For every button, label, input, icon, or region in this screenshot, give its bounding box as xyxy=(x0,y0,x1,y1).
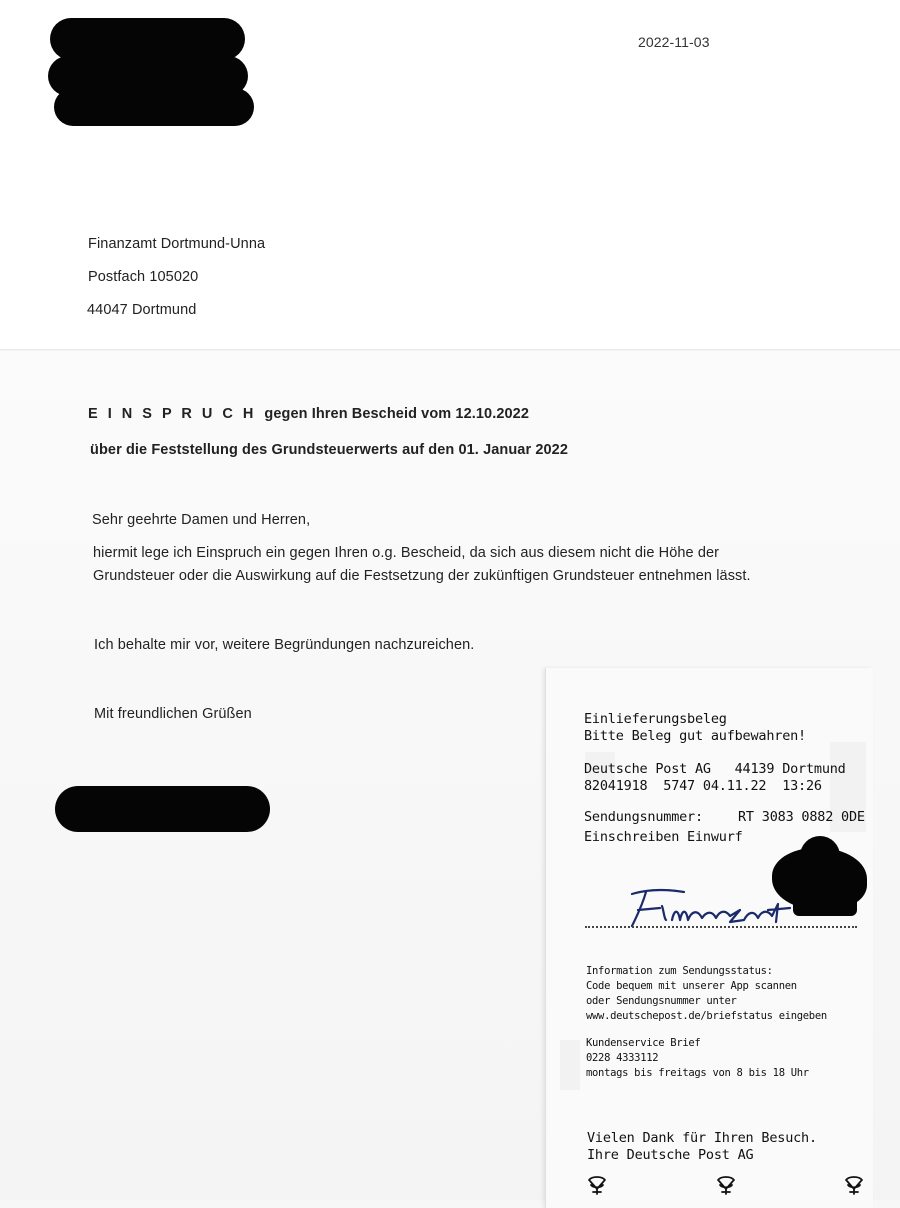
einspruch-heading: E I N S P R U C H xyxy=(88,406,257,422)
recipient-name: Finanzamt Dortmund-Unna xyxy=(88,236,266,252)
recipient-postbox: Postfach 105020 xyxy=(88,269,199,285)
post-horn-icon xyxy=(586,1174,608,1196)
recipient-city: 44047 Dortmund xyxy=(87,302,197,318)
receipt-service-line-2: 0228 4333112 xyxy=(586,1052,659,1064)
subject-line-1 xyxy=(88,406,529,422)
subject-line-2: über die Feststellung des Grundsteuerwerts auf den 01. Januar 2022 xyxy=(90,442,568,458)
fold-line xyxy=(0,349,900,351)
signature-redaction xyxy=(55,786,270,832)
receipt-info-line-2: Code bequem mit unserer App scannen xyxy=(586,980,797,992)
post-horn-icon xyxy=(715,1174,737,1196)
sender-redaction-3 xyxy=(54,88,254,126)
body-paragraph-2: Ich behalte mir vor, weitere Begründungen nachzureichen. xyxy=(94,637,475,653)
receipt-info-line-3: oder Sendungsnummer unter xyxy=(586,995,737,1007)
receipt-id-line: 82041918 5747 04.11.22 13:26 xyxy=(584,778,822,794)
receipt-service-type: Einschreiben Einwurf xyxy=(584,829,743,845)
receipt-keep-note: Bitte Beleg gut aufbewahren! xyxy=(584,728,806,744)
receipt-thanks-line-2: Ihre Deutsche Post AG xyxy=(587,1147,754,1163)
body-paragraph-1-line-1: hiermit lege ich Einspruch ein gegen Ihren o.g. Bescheid, da sich aus diesem nicht die Höhe der xyxy=(93,545,720,561)
receipt-title: Einlieferungsbeleg xyxy=(584,711,727,727)
receipt-showthrough-3 xyxy=(560,1040,580,1090)
sender-redaction-1 xyxy=(50,18,245,60)
receipt-info-line-4: www.deutschepost.de/briefstatus eingeben xyxy=(586,1010,827,1022)
post-horn-icon xyxy=(843,1174,865,1196)
receipt-service-line-1: Kundenservice Brief xyxy=(586,1037,701,1049)
body-paragraph-1-line-2: Grundsteuer oder die Auswirkung auf die Festsetzung der zukünftigen Grundsteuer entnehmen lässt. xyxy=(93,568,751,584)
subject-bescheid: gegen Ihren Bescheid vom 12.10.2022 xyxy=(264,406,529,422)
receipt-sendung-label: Sendungsnummer: xyxy=(584,809,703,825)
receipt-thanks-line-1: Vielen Dank für Ihren Besuch. xyxy=(587,1130,817,1146)
signature-dotted-line xyxy=(585,920,857,928)
receipt-info-line-1: Information zum Sendungsstatus: xyxy=(586,965,773,977)
post-receipt xyxy=(545,668,873,1208)
letter-date: 2022-11-03 xyxy=(638,34,710,50)
receipt-service-line-3: montags bis freitags von 8 bis 18 Uhr xyxy=(586,1067,809,1079)
salutation: Sehr geehrte Damen und Herren, xyxy=(92,512,311,528)
receipt-sendung-number: RT 3083 0882 0DE xyxy=(738,809,865,825)
closing-greeting: Mit freundlichen Grüßen xyxy=(94,706,252,722)
receipt-company: Deutsche Post AG 44139 Dortmund xyxy=(584,761,846,777)
